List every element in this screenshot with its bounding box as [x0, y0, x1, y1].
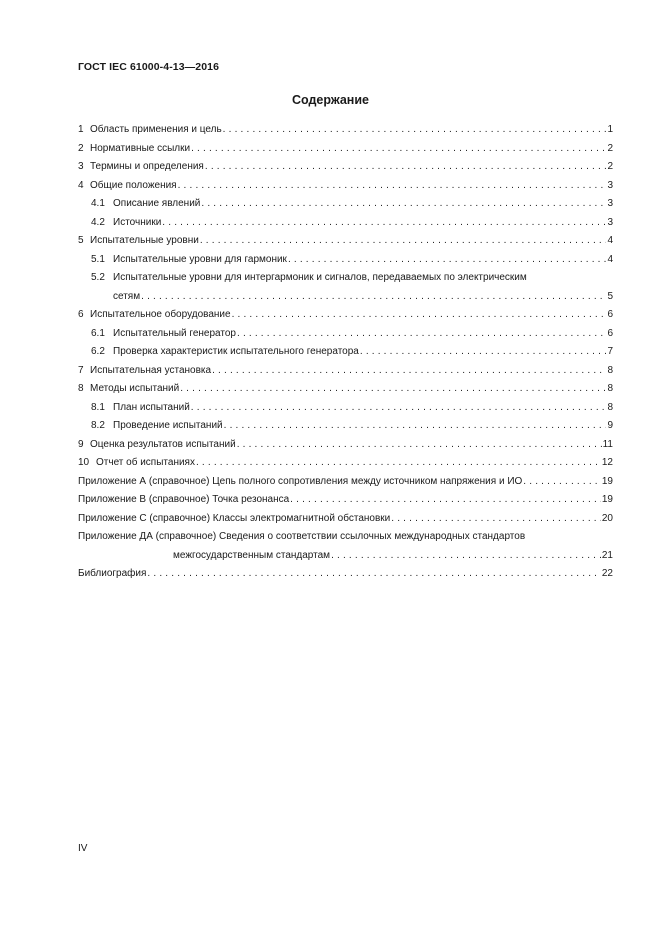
leader-dots	[205, 160, 607, 173]
toc-entry-label-continued: межгосударственным стандартам	[173, 549, 331, 561]
toc-entry[interactable]	[78, 142, 613, 161]
toc-subentry[interactable]	[78, 345, 613, 364]
toc-entry[interactable]	[78, 160, 613, 179]
toc-entry-page: 19	[601, 475, 613, 487]
leader-dots	[178, 179, 607, 192]
toc-entry-label: Испытательные уровни для гармоник	[113, 253, 287, 265]
toc-entry-page: 3	[607, 198, 613, 209]
toc-entry-number: 9	[78, 438, 84, 450]
leader-dots	[212, 364, 606, 377]
leader-dots	[201, 197, 606, 210]
toc-entry-page: 11	[602, 438, 613, 450]
toc-entry-label: Проверка характеристик испытательного генератора	[113, 346, 359, 357]
page-title: Содержание	[291, 93, 369, 107]
toc-entry-number: 4.2	[91, 216, 105, 228]
leader-dots	[191, 142, 606, 155]
toc-entry[interactable]	[78, 456, 613, 475]
toc-subentry[interactable]	[78, 253, 613, 272]
toc-entry-page: 6	[607, 327, 613, 339]
toc-entry-label: Испытательные уровни	[90, 235, 199, 246]
toc-entry-number: 2	[78, 142, 84, 154]
toc-entry-label: Приложение С (справочное) Классы электромагнитной обстановки	[78, 512, 391, 524]
toc-entry-number: 6	[78, 309, 84, 320]
toc-entry-label: Приложение А (справочное) Цепь полного сопротивления между источником напряжения и ИО	[78, 475, 523, 487]
leader-dots	[290, 493, 601, 506]
toc-entry-page: 12	[601, 457, 613, 468]
toc-entry-number: 5.2	[91, 272, 105, 283]
document-code: ГОСТ IEC 61000-4-13—2016	[78, 61, 220, 73]
toc-entry-number: 10	[78, 457, 90, 468]
toc-entry-label: План испытаний	[113, 401, 190, 413]
toc-entry-label: Нормативные ссылки	[90, 142, 191, 154]
toc-appendix-entry[interactable]	[78, 475, 613, 494]
leader-dots	[237, 438, 602, 451]
toc-entry-page: 3	[607, 216, 613, 228]
toc-subentry[interactable]	[78, 197, 613, 216]
leader-dots	[162, 216, 606, 229]
toc-entry-page: 5	[607, 290, 613, 302]
toc-entry-label: Термины и определения	[90, 161, 204, 172]
toc-appendix-entry[interactable]	[78, 530, 613, 567]
leader-dots	[223, 123, 607, 136]
leader-dots	[224, 419, 607, 432]
toc-entry-label: Оценка результатов испытаний	[90, 438, 236, 450]
toc-entry-number: 8.2	[91, 420, 105, 431]
toc-entry-page: 2	[607, 142, 613, 154]
toc-appendix-entry[interactable]	[78, 493, 613, 512]
toc-entry-label: Испытательный генератор	[113, 327, 236, 339]
toc-subentry[interactable]	[78, 419, 613, 438]
toc-entry-page: 1	[607, 124, 613, 135]
leader-dots	[180, 382, 606, 395]
toc-entry-page: 4	[607, 235, 613, 246]
toc-entry-page: 4	[607, 253, 613, 265]
toc-entry-number: 8.1	[91, 401, 105, 413]
leader-dots	[360, 345, 607, 358]
toc-entry[interactable]	[78, 179, 613, 198]
leader-dots	[523, 475, 601, 488]
toc-entry-page: 19	[601, 494, 613, 505]
toc-entry-label: Испытательное оборудование	[90, 309, 231, 320]
leader-dots	[237, 327, 606, 340]
toc-appendix-entry[interactable]	[78, 512, 613, 531]
toc-entry-label: Общие положения	[90, 179, 177, 191]
toc-entry[interactable]	[78, 364, 613, 383]
toc-entry[interactable]	[78, 438, 613, 457]
toc-entry-label: Испытательная установка	[90, 364, 212, 376]
toc-entry-label: Методы испытаний	[90, 383, 180, 394]
toc-entry-label: Испытательные уровни для интергармоник и сигналов, передаваемых по электрическим	[113, 272, 527, 283]
toc-entry-label: Приложение В (справочное) Точка резонанса	[78, 494, 290, 505]
toc-entry-page: 7	[607, 346, 613, 357]
toc-entry-page: 8	[607, 401, 613, 413]
toc-entry-label: Проведение испытаний	[113, 420, 223, 431]
leader-dots	[331, 549, 601, 562]
toc-entry-number: 5	[78, 235, 84, 246]
leader-dots	[141, 290, 606, 303]
leader-dots	[191, 401, 607, 414]
leader-dots	[232, 308, 607, 321]
toc-entry-page: 8	[607, 364, 613, 376]
page-number: IV	[78, 843, 88, 854]
toc-entry-number: 6.1	[91, 327, 105, 339]
toc-entry-number: 5.1	[91, 253, 105, 265]
toc-entry-page: 9	[607, 420, 613, 431]
leader-dots	[196, 456, 601, 469]
toc-entry-page: 2	[607, 161, 613, 172]
toc-entry-label: Область применения и цель	[90, 124, 222, 135]
toc-entry[interactable]	[78, 234, 613, 253]
table-of-contents	[78, 123, 613, 586]
leader-dots	[391, 512, 601, 525]
leader-dots	[288, 253, 607, 266]
toc-subentry[interactable]	[78, 271, 613, 308]
toc-entry-page: 8	[607, 383, 613, 394]
toc-entry-page: 3	[607, 179, 613, 191]
toc-entry-page: 20	[601, 512, 613, 524]
toc-entry-page: 6	[607, 309, 613, 320]
toc-bibliography-entry[interactable]	[78, 567, 613, 586]
toc-entry-number: 6.2	[91, 346, 105, 357]
toc-entry-label: Отчет об испытаниях	[96, 457, 195, 468]
toc-entry-number: 7	[78, 364, 84, 376]
toc-entry-number: 4	[78, 179, 84, 191]
toc-entry-label-continued: сетям	[113, 290, 141, 302]
leader-dots	[200, 234, 607, 247]
toc-entry-label: Описание явлений	[113, 198, 201, 209]
toc-entry[interactable]	[78, 123, 613, 142]
toc-entry-page: 22	[601, 568, 613, 579]
toc-entry[interactable]	[78, 308, 613, 327]
toc-entry-label: Приложение ДА (справочное) Сведения о соответствии ссылочных международных стандартов	[78, 531, 526, 542]
toc-entry-number: 4.1	[91, 198, 105, 209]
toc-entry-page: 21	[601, 549, 613, 561]
toc-entry-number: 3	[78, 161, 84, 172]
toc-entry[interactable]	[78, 382, 613, 401]
leader-dots	[147, 567, 600, 580]
toc-entry-number: 1	[78, 124, 84, 135]
toc-entry-label: Библиография	[78, 568, 147, 579]
toc-subentry[interactable]	[78, 216, 613, 235]
toc-entry-label: Источники	[113, 216, 162, 228]
toc-subentry[interactable]	[78, 327, 613, 346]
toc-subentry[interactable]	[78, 401, 613, 420]
toc-entry-number: 8	[78, 383, 84, 394]
